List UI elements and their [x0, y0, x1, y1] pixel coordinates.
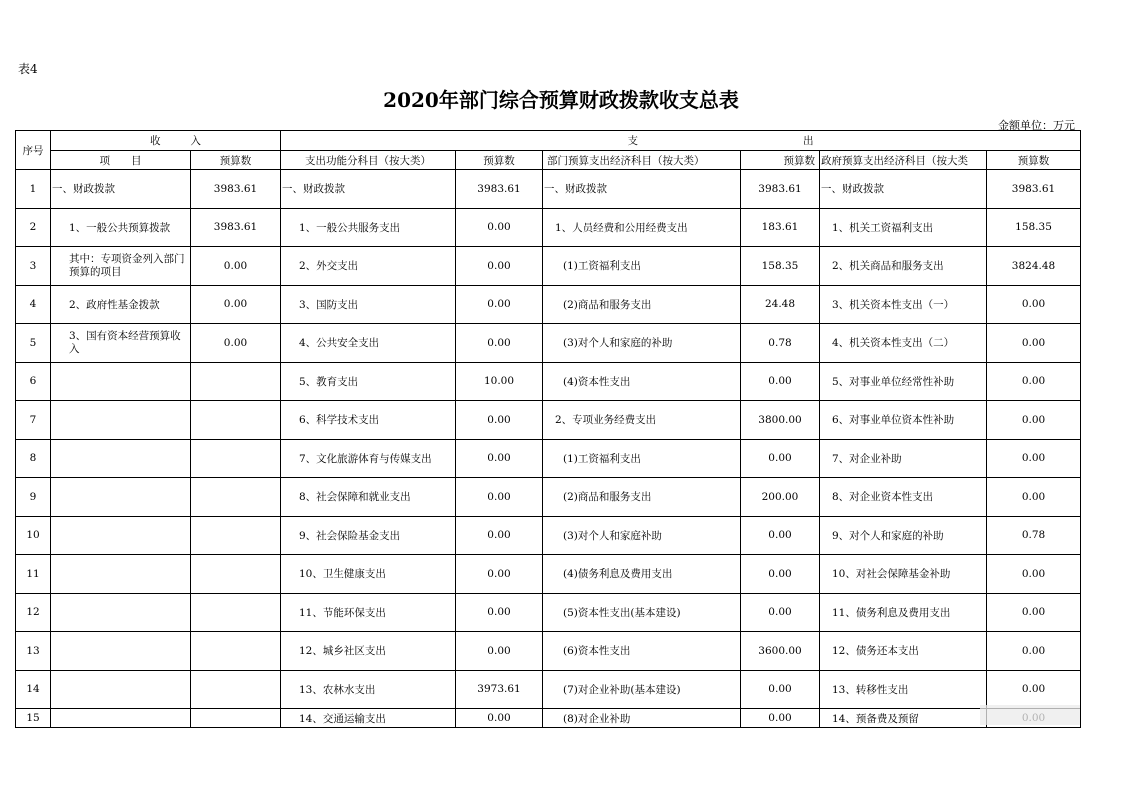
dept-subject-cell: (8)对企业补助: [543, 709, 741, 728]
income-item-cell: [51, 670, 191, 709]
header-income-right: 入: [190, 135, 201, 147]
table-row: [16, 324, 1081, 363]
header-gov-budget: 预算数: [987, 151, 1081, 170]
table-row: [16, 478, 1081, 517]
header-dept-budget: 预算数: [741, 151, 820, 170]
header-income-item: 项 目: [51, 151, 191, 170]
table-row: [16, 593, 1081, 632]
dept-amount-cell: 0.00: [741, 593, 820, 632]
func-amount-cell: 3973.61: [456, 670, 543, 709]
income-item-cell: [51, 478, 191, 517]
gov-amount-cell: 0.00: [987, 362, 1081, 401]
table-row: [16, 362, 1081, 401]
table-number-label: 表4: [18, 62, 38, 76]
func-amount-cell: 0.00: [456, 516, 543, 555]
table-row: [16, 632, 1081, 671]
income-item-cell: 1、一般公共预算拨款: [51, 208, 191, 247]
gov-subject-cell: 11、债务利息及费用支出: [820, 593, 987, 632]
row-number-cell: 7: [16, 401, 51, 440]
table-row: [16, 285, 1081, 324]
func-subject-cell: 5、教育支出: [281, 362, 456, 401]
dept-subject-cell: (5)资本性支出(基本建设): [543, 593, 741, 632]
func-subject-cell: 4、公共安全支出: [281, 324, 456, 363]
income-amount-cell: [191, 439, 281, 478]
func-amount-cell: 0.00: [456, 478, 543, 517]
income-amount-cell: 3983.61: [191, 208, 281, 247]
gov-amount-cell: 0.78: [987, 516, 1081, 555]
income-amount-cell: [191, 516, 281, 555]
header-gov-subject: 政府预算支出经济科目（按大类: [820, 151, 987, 170]
gov-amount-cell: 3824.48: [987, 247, 1081, 286]
dept-amount-cell: 0.00: [741, 555, 820, 594]
income-amount-cell: [191, 401, 281, 440]
row-number-cell: 8: [16, 439, 51, 478]
dept-amount-cell: 0.00: [741, 670, 820, 709]
func-subject-cell: 2、外交支出: [281, 247, 456, 286]
gov-subject-cell: 3、机关资本性支出（一）: [820, 285, 987, 324]
header-func-subject: 支出功能分科目（按大类）: [281, 151, 456, 170]
row-number-cell: 11: [16, 555, 51, 594]
row-number-cell: 12: [16, 593, 51, 632]
dept-subject-cell: (3)对个人和家庭的补助: [543, 324, 741, 363]
dept-amount-cell: 183.61: [741, 208, 820, 247]
income-amount-cell: [191, 555, 281, 594]
func-amount-cell: 3983.61: [456, 170, 543, 209]
dept-subject-cell: 1、人员经费和公用经费支出: [543, 208, 741, 247]
income-amount-cell: [191, 709, 281, 728]
dept-subject-cell: (2)商品和服务支出: [543, 285, 741, 324]
func-amount-cell: 0.00: [456, 439, 543, 478]
dept-subject-cell: (4)债务利息及费用支出: [543, 555, 741, 594]
func-subject-cell: 一、财政拨款: [281, 170, 456, 209]
func-amount-cell: 0.00: [456, 401, 543, 440]
gov-subject-cell: 8、对企业资本性支出: [820, 478, 987, 517]
dept-amount-cell: 0.00: [741, 709, 820, 728]
func-subject-cell: 8、社会保障和就业支出: [281, 478, 456, 517]
table-row: [16, 709, 1081, 728]
table-row: [16, 170, 1081, 209]
dept-subject-cell: 2、专项业务经费支出: [543, 401, 741, 440]
gov-subject-cell: 2、机关商品和服务支出: [820, 247, 987, 286]
header-income-left: 收: [150, 135, 161, 147]
gov-amount-cell: 158.35: [987, 208, 1081, 247]
gov-subject-cell: 5、对事业单位经常性补助: [820, 362, 987, 401]
gov-amount-cell: 0.00: [987, 401, 1081, 440]
income-item-cell: [51, 439, 191, 478]
func-amount-cell: 10.00: [456, 362, 543, 401]
dept-subject-cell: (7)对企业补助(基本建设): [543, 670, 741, 709]
func-subject-cell: 14、交通运输支出: [281, 709, 456, 728]
gov-amount-cell: 3983.61: [987, 170, 1081, 209]
income-item-cell: [51, 362, 191, 401]
dept-amount-cell: 3800.00: [741, 401, 820, 440]
dept-amount-cell: 200.00: [741, 478, 820, 517]
gov-amount-cell: 0.00: [987, 439, 1081, 478]
budget-summary-table: [15, 130, 1081, 728]
page-title: 2020年部门综合预算财政拨款收支总表: [383, 88, 739, 112]
dept-amount-cell: 3983.61: [741, 170, 820, 209]
income-amount-cell: 0.00: [191, 247, 281, 286]
row-number-cell: 2: [16, 208, 51, 247]
func-amount-cell: 0.00: [456, 285, 543, 324]
func-subject-cell: 9、社会保险基金支出: [281, 516, 456, 555]
income-item-cell: [51, 516, 191, 555]
income-item-cell: [51, 555, 191, 594]
income-item-cell: [51, 401, 191, 440]
table-row: [16, 208, 1081, 247]
row-number-cell: 13: [16, 632, 51, 671]
table-row: [16, 555, 1081, 594]
dept-subject-cell: (1)工资福利支出: [543, 247, 741, 286]
header-row-sub: [16, 151, 1081, 170]
gov-subject-cell: 一、财政拨款: [820, 170, 987, 209]
gov-amount-cell: 0.00: [987, 555, 1081, 594]
row-number-cell: 15: [16, 709, 51, 728]
income-item-cell: 2、政府性基金拨款: [51, 285, 191, 324]
func-amount-cell: 0.00: [456, 324, 543, 363]
table-row: [16, 516, 1081, 555]
amount-unit-label: 金额单位：万元: [998, 119, 1075, 132]
dept-subject-cell: 一、财政拨款: [543, 170, 741, 209]
income-amount-cell: [191, 362, 281, 401]
income-amount-cell: [191, 632, 281, 671]
gov-subject-cell: 6、对事业单位资本性补助: [820, 401, 987, 440]
income-item-cell: 其中：专项资金列入部门预算的项目: [51, 247, 191, 286]
func-amount-cell: 0.00: [456, 632, 543, 671]
dept-subject-cell: (6)资本性支出: [543, 632, 741, 671]
header-expense: [281, 131, 1081, 151]
func-amount-cell: 0.00: [456, 709, 543, 728]
gov-subject-cell: 13、转移性支出: [820, 670, 987, 709]
income-item-cell: [51, 593, 191, 632]
func-subject-cell: 3、国防支出: [281, 285, 456, 324]
dept-subject-cell: (4)资本性支出: [543, 362, 741, 401]
func-amount-cell: 0.00: [456, 247, 543, 286]
row-number-cell: 9: [16, 478, 51, 517]
row-number-cell: 4: [16, 285, 51, 324]
dept-amount-cell: 24.48: [741, 285, 820, 324]
gov-subject-cell: 9、对个人和家庭的补助: [820, 516, 987, 555]
func-subject-cell: 10、卫生健康支出: [281, 555, 456, 594]
dept-amount-cell: 3600.00: [741, 632, 820, 671]
table-row: [16, 247, 1081, 286]
row-number-cell: 1: [16, 170, 51, 209]
row-number-cell: 3: [16, 247, 51, 286]
income-amount-cell: 0.00: [191, 324, 281, 363]
income-amount-cell: 0.00: [191, 285, 281, 324]
gov-subject-cell: 4、机关资本性支出（二）: [820, 324, 987, 363]
gov-amount-cell: 0.00: [987, 593, 1081, 632]
gov-amount-cell: 0.00: [987, 670, 1081, 709]
gov-amount-cell: 0.00: [987, 324, 1081, 363]
header-income: [51, 131, 281, 151]
row-number-cell: 14: [16, 670, 51, 709]
header-expense-left: 支: [627, 135, 638, 147]
gov-subject-cell: 7、对企业补助: [820, 439, 987, 478]
income-item-cell: [51, 632, 191, 671]
header-func-budget: 预算数: [456, 151, 543, 170]
table-row: [16, 670, 1081, 709]
header-dept-subject: 部门预算支出经济科目（按大类）: [543, 151, 741, 170]
func-subject-cell: 13、农林水支出: [281, 670, 456, 709]
func-amount-cell: 0.00: [456, 555, 543, 594]
func-subject-cell: 1、一般公共服务支出: [281, 208, 456, 247]
income-item-cell: 一、财政拨款: [51, 170, 191, 209]
gov-amount-cell: 0.00: [987, 632, 1081, 671]
dept-amount-cell: 0.00: [741, 362, 820, 401]
gov-subject-cell: 1、机关工资福利支出: [820, 208, 987, 247]
gov-amount-cell: 0.00: [987, 285, 1081, 324]
income-item-cell: [51, 709, 191, 728]
gov-subject-cell: 14、预备费及预留: [820, 709, 987, 728]
gov-subject-cell: 12、债务还本支出: [820, 632, 987, 671]
header-income-budget: 预算数: [191, 151, 281, 170]
table-row: [16, 401, 1081, 440]
dept-subject-cell: (1)工资福利支出: [543, 439, 741, 478]
gov-amount-cell: 0.00: [987, 478, 1081, 517]
header-expense-right: 出: [803, 135, 814, 147]
func-amount-cell: 0.00: [456, 593, 543, 632]
header-row-top: [16, 131, 1081, 151]
func-subject-cell: 6、科学技术支出: [281, 401, 456, 440]
table-row: [16, 439, 1081, 478]
watermark-overlay: [980, 705, 1080, 725]
row-number-cell: 10: [16, 516, 51, 555]
func-subject-cell: 7、文化旅游体育与传媒支出: [281, 439, 456, 478]
header-seq: 序号: [16, 131, 51, 170]
income-amount-cell: [191, 478, 281, 517]
income-item-cell: 3、国有资本经营预算收入: [51, 324, 191, 363]
dept-amount-cell: 0.00: [741, 439, 820, 478]
income-amount-cell: [191, 670, 281, 709]
func-amount-cell: 0.00: [456, 208, 543, 247]
gov-subject-cell: 10、对社会保障基金补助: [820, 555, 987, 594]
func-subject-cell: 11、节能环保支出: [281, 593, 456, 632]
row-number-cell: 6: [16, 362, 51, 401]
func-subject-cell: 12、城乡社区支出: [281, 632, 456, 671]
dept-amount-cell: 0.00: [741, 516, 820, 555]
row-number-cell: 5: [16, 324, 51, 363]
dept-subject-cell: (3)对个人和家庭补助: [543, 516, 741, 555]
income-amount-cell: [191, 593, 281, 632]
dept-amount-cell: 0.78: [741, 324, 820, 363]
dept-amount-cell: 158.35: [741, 247, 820, 286]
income-amount-cell: 3983.61: [191, 170, 281, 209]
dept-subject-cell: (2)商品和服务支出: [543, 478, 741, 517]
